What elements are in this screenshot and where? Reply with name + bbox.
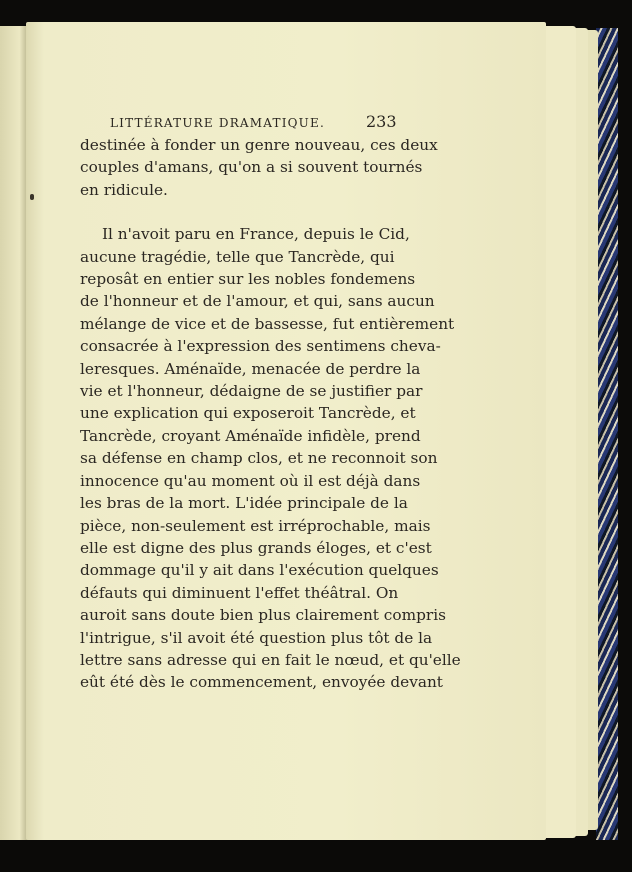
scan-bottom bbox=[0, 840, 632, 872]
paragraph-1 bbox=[80, 134, 438, 201]
text-line: mélange de vice et de bassesse, fut entièrement bbox=[80, 314, 455, 333]
marbled-endpaper bbox=[596, 28, 618, 843]
text-line: l'intrigue, s'il avoit été question plus tôt de la bbox=[80, 628, 433, 647]
running-title: LITTÉRATURE DRAMATIQUE. bbox=[110, 116, 325, 130]
text-line: sa défense en champ clos, et ne reconnoit son bbox=[80, 449, 438, 468]
paragraph-2 bbox=[80, 223, 461, 694]
ink-spot bbox=[30, 194, 34, 200]
text-line: dommage qu'il y ait dans l'exécution quelques bbox=[80, 561, 439, 580]
text-line: vie et l'honneur, dédaigne de se justifier par bbox=[80, 382, 423, 401]
text-line: Tancrède, croyant Aménaïde infidèle, prend bbox=[80, 426, 421, 445]
text-line: en ridicule. bbox=[80, 180, 168, 199]
text-line: auroit sans doute bien plus clairement compris bbox=[80, 606, 446, 625]
text-line: Il n'avoit paru en France, depuis le Cid, bbox=[102, 225, 410, 244]
text-line: leresques. Aménaïde, menacée de perdre la bbox=[80, 359, 421, 378]
text-line: destinée à fonder un genre nouveau, ces deux bbox=[80, 136, 438, 154]
text-line: elle est digne des plus grands éloges, et c'est bbox=[80, 538, 432, 557]
text-line: reposât en entier sur les nobles fondemens bbox=[80, 270, 416, 289]
text-line: pièce, non-seulement est irréprochable, mais bbox=[80, 516, 431, 535]
text-line: les bras de la mort. L'idée principale de la bbox=[80, 494, 408, 513]
text-line: lettre sans adresse qui en fait le nœud, et qu'elle bbox=[80, 650, 461, 669]
text-line: une explication qui exposeroit Tancrède, et bbox=[80, 404, 416, 423]
text-line: couples d'amans, qu'on a si souvent tournés bbox=[80, 158, 423, 177]
text-line: consacrée à l'expression des sentimens cheva- bbox=[80, 337, 441, 356]
text-line: de l'honneur et de l'amour, et qui, sans aucun bbox=[80, 292, 435, 311]
text-line: innocence qu'au moment où il est déjà dans bbox=[80, 471, 421, 490]
text-line: eût été dès le commencement, envoyée devant bbox=[80, 673, 443, 692]
text-line: défauts qui diminuent l'effet théâtral. On bbox=[80, 583, 399, 602]
page-text bbox=[80, 134, 461, 694]
facing-page-edge bbox=[0, 26, 28, 846]
page-number: 233 bbox=[366, 112, 397, 131]
text-line: aucune tragédie, telle que Tancrède, qui bbox=[80, 247, 395, 266]
